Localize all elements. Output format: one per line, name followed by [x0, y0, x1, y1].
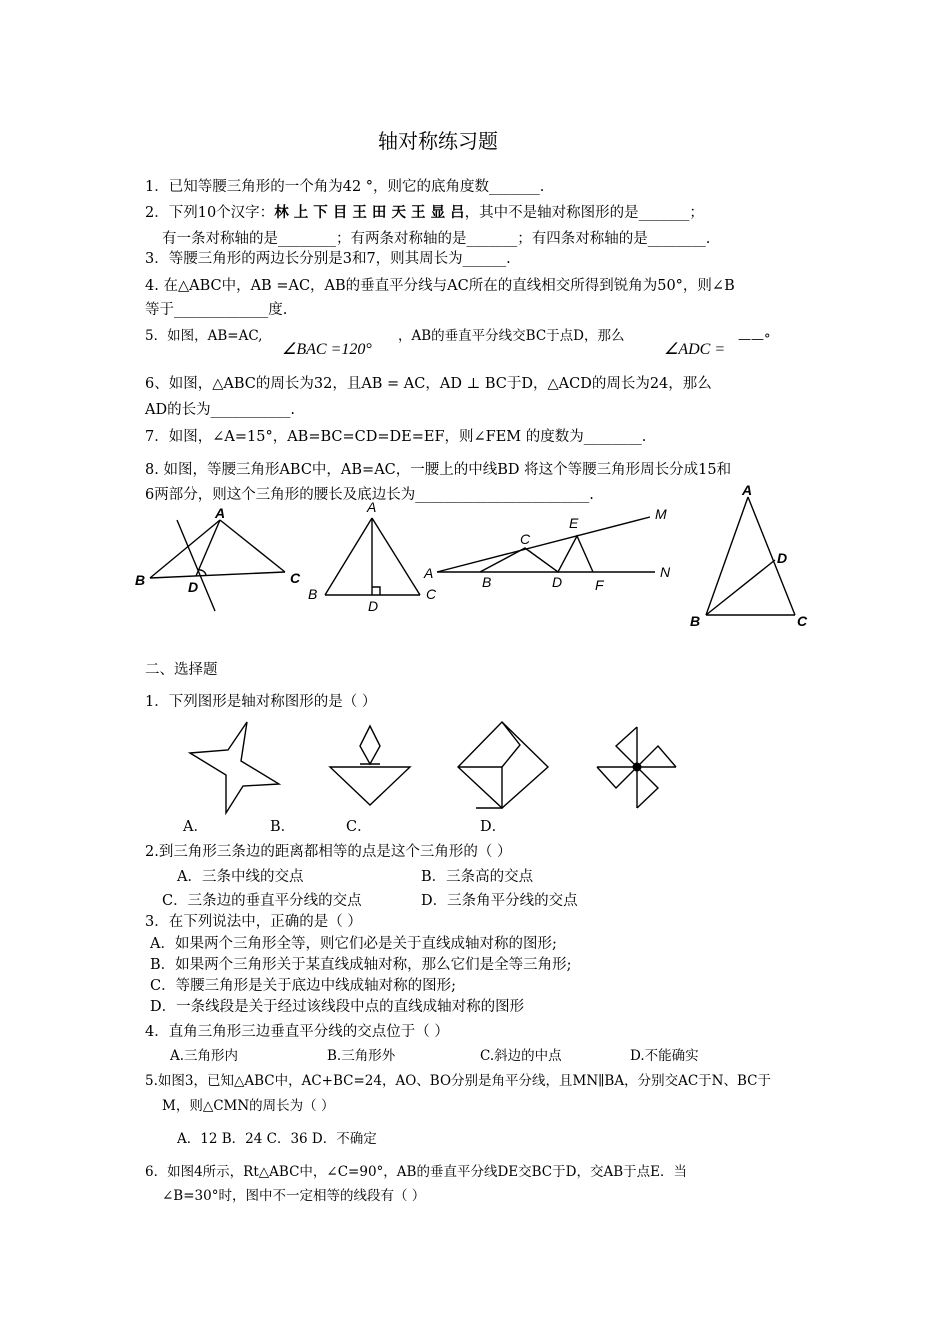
question-8-line-2: 6两部分，则这个三角形的腰长及底边长为________________________.	[145, 487, 594, 503]
question-2-characters: 林 上 下 目 王 田 天 王 显 吕	[274, 205, 465, 221]
question-5-prefix: 5．如图，AB=AC,	[145, 328, 263, 344]
choice-question-4: 4．直角三角形三边垂直平分线的交点位于（ ）	[145, 1024, 449, 1040]
figure-2-isosceles-altitude	[325, 518, 420, 595]
fig2-label-b: B	[308, 586, 318, 602]
question-3: 3．等腰三角形的两边长分别是3和7，则其周长为______.	[145, 251, 511, 267]
question-6-line-2: AD的长为___________.	[145, 402, 295, 418]
choice-3-option-d: D．一条线段是关于经过该线段中点的直线成轴对称的图形	[150, 999, 525, 1015]
choice-4-option-c: C.斜边的中点	[480, 1048, 562, 1064]
fig3-label-d: D	[552, 574, 563, 590]
fig2-label-d: D	[368, 598, 379, 614]
question-4-line-2: 等于_____________度.	[145, 302, 288, 318]
choice-3-option-a: A．如果两个三角形全等，则它们必是关于直线成轴对称的图形;	[150, 936, 557, 952]
choice-3-option-b: B．如果两个三角形关于某直线成轴对称，那么它们是全等三角形;	[150, 957, 572, 973]
fig3-label-f: F	[595, 577, 604, 593]
option-d-center-dot	[633, 763, 642, 772]
question-2-line-2: 有一条对称轴的是________；有两条对称轴的是_______；有四条对称轴的是________.	[162, 231, 711, 247]
fig1-label-d: D	[188, 579, 199, 595]
fig1-label-b: B	[135, 572, 146, 588]
choice-4-option-a: A.三角形内	[170, 1048, 239, 1064]
fig3-label-c: C	[520, 531, 531, 547]
page-title: 轴对称练习题	[378, 129, 498, 153]
fig1-label-a: A	[215, 505, 226, 521]
question-5-angle-adc: ∠ADC =	[664, 341, 726, 358]
choice-5-options: A．12 B．24 C．36 D．不确定	[177, 1131, 377, 1147]
choice-1-option-a: A．	[183, 819, 208, 835]
question-2-prefix: 2．下列10个汉字：	[145, 205, 275, 221]
choice-question-5-line-1: 5.如图3，已知△ABC中，AC+BC=24，AO、BO分别是角平分线，且MN∥BA，分别交AC于N、BC于	[145, 1073, 771, 1089]
question-1: 1．已知等腰三角形的一个角为42 °，则它的底角度数_______.	[145, 179, 545, 195]
choice-2-option-b: B．三条高的交点	[421, 869, 534, 885]
fig4-label-c: C	[797, 613, 808, 629]
fig3-label-a: A	[424, 565, 434, 581]
fig3-label-m: M	[655, 506, 667, 522]
choice-4-option-d: D.不能确实	[630, 1048, 699, 1064]
choice-question-3: 3．在下列说法中，正确的是（ ）	[145, 914, 362, 930]
question-5-angle-bac: ∠BAC =120°	[282, 341, 372, 358]
fig4-label-d: D	[777, 550, 788, 566]
fig3-label-b: B	[482, 574, 492, 590]
option-b-boat-shape	[330, 726, 410, 805]
choice-2-option-c: C．三条边的垂直平分线的交点	[162, 893, 362, 909]
question-5-middle: ，AB的垂直平分线交BC于点D，那么	[398, 328, 625, 344]
choice-question-2: 2.到三角形三条边的距离都相等的点是这个三角形的（ ）	[145, 844, 512, 860]
question-7: 7．如图，∠A=15°，AB=BC=CD=DE=EF，则∠FEM 的度数为________.	[145, 429, 647, 445]
question-8-line-1: 8. 如图，等腰三角形ABC中，AB=AC，一腰上的中线BD 将这个等腰三角形周长分成15和	[145, 462, 732, 478]
choice-heading: 二、选择题	[145, 662, 218, 678]
figure-3-zigzag-angle	[437, 517, 655, 572]
choice-question-6-line-2: ∠B=30°时，图中不一定相等的线段有（ ）	[162, 1188, 426, 1204]
choice-1-option-d: D．	[480, 819, 507, 835]
question-5-blank: ——°	[738, 332, 771, 347]
choice-3-option-c: C．等腰三角形是关于底边中线成轴对称的图形;	[150, 978, 456, 994]
fig2-label-c: C	[426, 586, 437, 602]
figure-1-triangle-perpendicular-bisector	[150, 520, 285, 611]
option-c-folded-shape	[458, 722, 548, 808]
choice-2-option-d: D．三条角平分线的交点	[421, 893, 578, 909]
question-2-suffix: ，其中不是轴对称图形的是_______；	[464, 205, 704, 221]
choice-1-option-b: B．	[270, 819, 296, 835]
fig2-label-a: A	[367, 499, 377, 515]
fig3-label-e: E	[569, 515, 579, 531]
fig3-label-n: N	[660, 564, 671, 580]
choice-2-option-a: A．三条中线的交点	[177, 869, 304, 885]
choice-4-option-b: B.三角形外	[327, 1048, 396, 1064]
fig4-label-b: B	[690, 613, 701, 629]
choice-1-option-c: C．	[346, 819, 372, 835]
fig4-label-a: A	[742, 482, 753, 498]
option-a-star-shape	[190, 722, 279, 813]
fig1-label-c: C	[290, 570, 301, 586]
question-6-line-1: 6、如图，△ABC的周长为32，且AB = AC，AD ⊥ BC于D，△ACD的周长为24，那么	[145, 376, 712, 392]
choice-question-1: 1．下列图形是轴对称图形的是（ ）	[145, 694, 377, 710]
choice-question-6-line-1: 6．如图4所示，Rt△ABC中，∠C=90°，AB的垂直平分线DE交BC于D，交AB于点E．当	[145, 1164, 687, 1180]
question-4-line-1: 4. 在△ABC中，AB =AC，AB的垂直平分线与AC所在的直线相交所得到锐角为50°，则∠B	[145, 278, 735, 294]
choice-question-5-line-2: M，则△CMN的周长为（ ）	[162, 1098, 335, 1114]
